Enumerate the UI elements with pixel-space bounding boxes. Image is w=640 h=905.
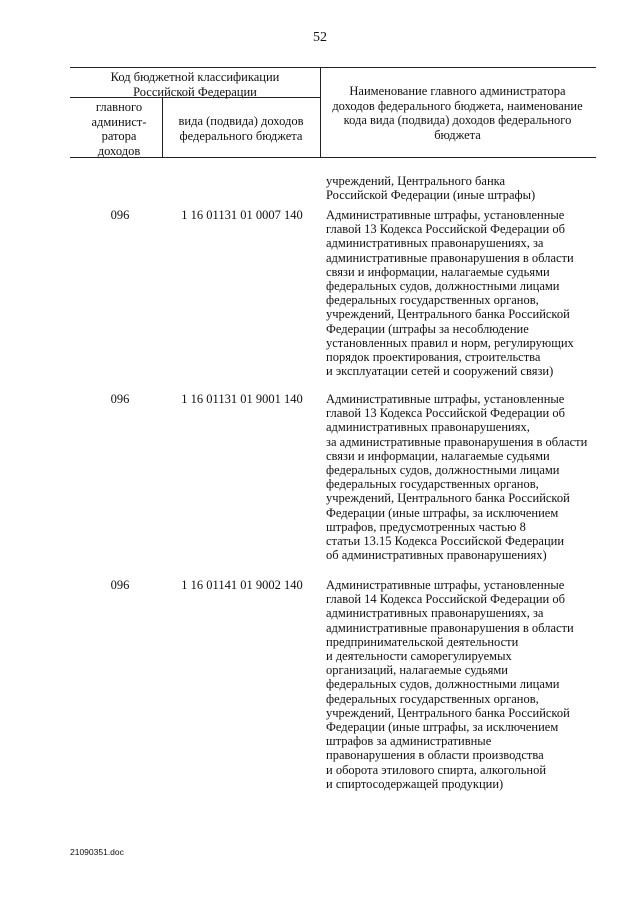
page-number: 52	[313, 30, 327, 45]
table-header-divider-code	[162, 97, 163, 157]
kbk-code: 1 16 01141 01 9002 140	[181, 578, 303, 592]
row-description: Административные штрафы, установленные главой 13 Кодекса Российской Федерации об административных правонарушениях, за административные правонарушения в области связи и информации, налагаемые судьями федеральных судов, должностными лицами федеральных государственных органов, учреждений, Центрального банка Российской Федерации (иные штрафы, за исключением штрафов, предусмотренных частью 8 статьи 13.15 Кодекса Российской Федерации об административных правонарушениях)	[326, 392, 588, 563]
row-description: Административные штрафы, установленные главой 14 Кодекса Российской Федерации об административных правонарушениях, за административные правонарушения в области предпринимательской деятельности и деятельности саморегулируемых организаций, налагаемые судьями федеральных судов, должностными лицами федеральных государственных органов, учреждений, Центрального банка Российской Федерации (иные штрафы, за исключением штрафов за административные правонарушения в области производства и оборота этилового спирта, алкогольной и спиртосодержащей продукции)	[326, 578, 574, 791]
header-group-title: Код бюджетной классификации Российской Федерации	[110, 70, 280, 99]
document-filename: 21090351.doc	[70, 847, 124, 857]
header-col-admin: главного админист-ратора доходов	[91, 100, 147, 158]
table-header-divider-name	[320, 67, 321, 157]
continuation-text: учреждений, Центрального банка Российской Федерации (иные штрафы)	[326, 174, 536, 203]
header-col-kbk: вида (подвида) доходов федерального бюджета	[178, 114, 304, 143]
admin-code: 096	[110, 578, 130, 592]
row-description: Административные штрафы, установленные главой 13 Кодекса Российской Федерации об административных правонарушениях, за административные правонарушения в области связи и информации, налагаемые судьями федеральных судов, должностными лицами федеральных государственных органов, учреждений, Центрального банка Российской Федерации (штрафы за несоблюдение установленных правил и норм, регулирующих порядок проектирования, строительства и эксплуатации сетей и сооружений связи)	[326, 208, 574, 379]
admin-code: 096	[110, 392, 130, 406]
kbk-code: 1 16 01131 01 9001 140	[181, 392, 303, 406]
kbk-code: 1 16 01131 01 0007 140	[181, 208, 303, 222]
table-header-top-rule	[70, 67, 596, 68]
admin-code: 096	[110, 208, 130, 222]
header-col-name: Наименование главного администратора доходов федерального бюджета, наименование кода вида (подвида) доходов федерального бюджета	[332, 84, 583, 142]
